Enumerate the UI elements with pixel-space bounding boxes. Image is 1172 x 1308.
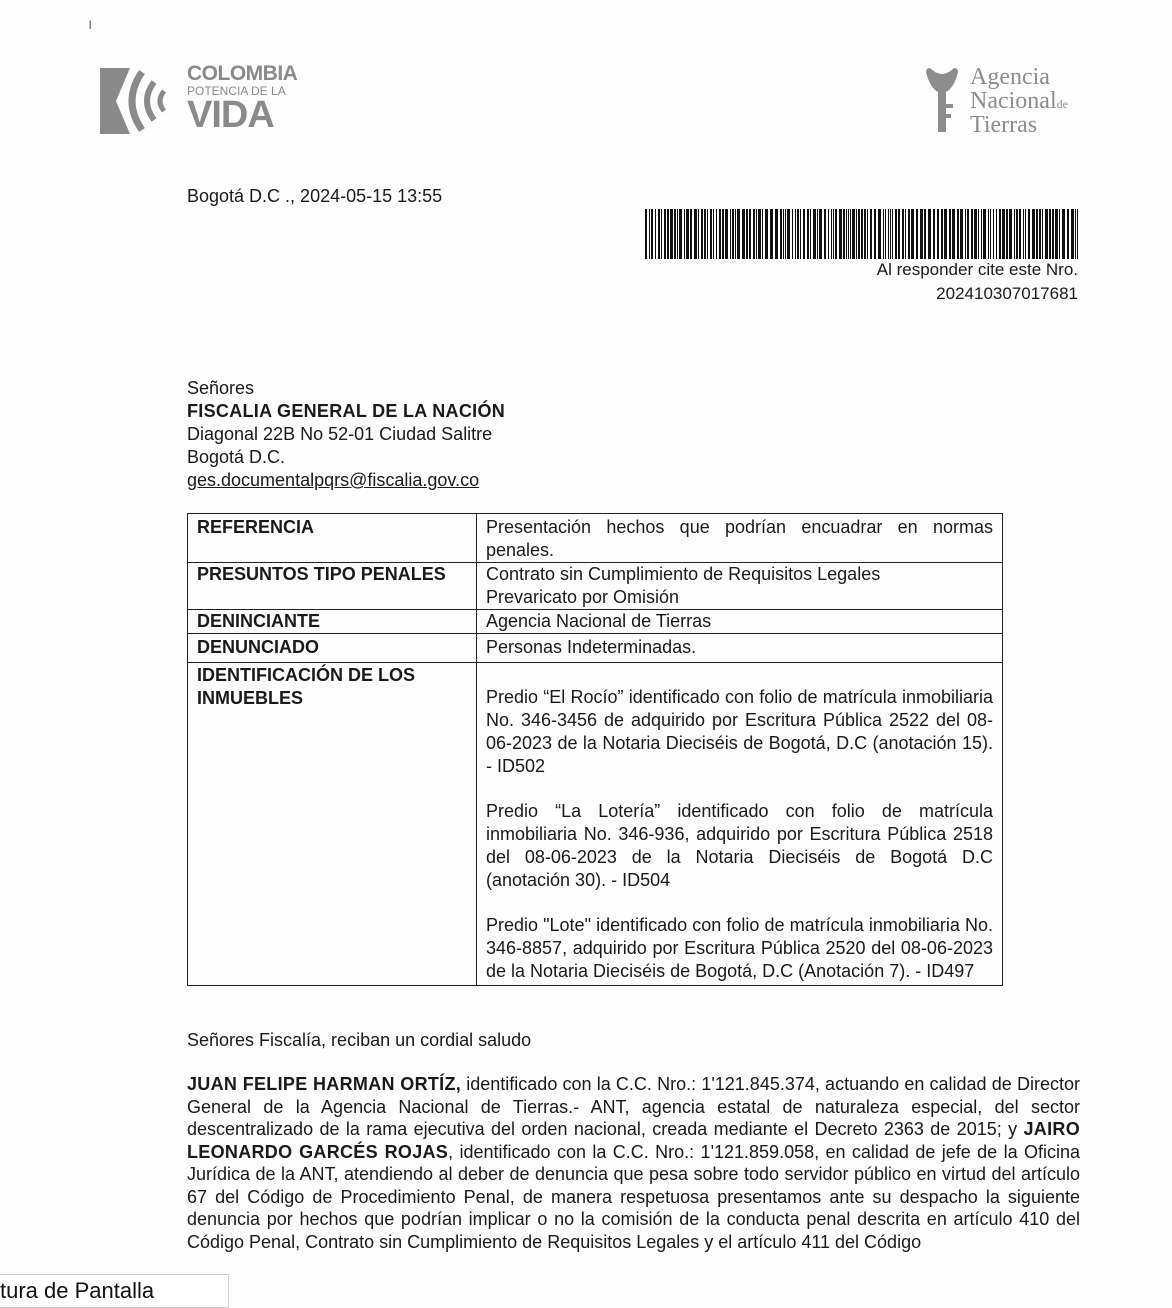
- row-key: DENINCIANTE: [188, 610, 477, 634]
- barcode-bar: [924, 209, 926, 259]
- row-key: IDENTIFICACIÓN DE LOS INMUEBLES: [188, 663, 477, 986]
- barcode-bar: [770, 209, 773, 259]
- barcode-bar: [746, 209, 748, 259]
- table-row: [188, 663, 1003, 986]
- property-paragraph: Predio "Lote" identificado con folio de matrícula inmobiliaria No. 346-8857, adquirido por Escritura Pública 2520 del 08-06-2023 de la Notaria Dieciséis de Bogotá, D.C (Anotación 7). - ID497: [486, 915, 993, 981]
- barcode-bar: [722, 209, 724, 259]
- barcode-bar: [701, 209, 703, 259]
- barcode-bar: [780, 209, 782, 259]
- barcode-bar: [974, 209, 977, 259]
- barcode-bar: [667, 209, 669, 259]
- property-paragraph: Predio “La Lotería” identificado con folio de matrícula inmobiliaria No. 346-936, adquirido por Escritura Pública 2518 del 08-06-2023 de la Notaria Dieciséis de Bogotá D.C (anotación 30). - ID504: [486, 801, 993, 890]
- logo-de-word: de: [1056, 97, 1068, 111]
- barcode-bar: [797, 209, 799, 259]
- barcode-bar: [846, 209, 847, 259]
- barcode-bar: [670, 209, 673, 259]
- barcode-bar: [792, 209, 793, 259]
- barcode-bar: [742, 209, 745, 259]
- signer-name-1: JUAN FELIPE HARMAN ORTÍZ,: [187, 1074, 462, 1094]
- barcode-bar: [819, 209, 822, 259]
- addressee-city: Bogotá D.C.: [187, 447, 286, 467]
- barcode-bar: [1028, 209, 1030, 259]
- barcode-bar: [1067, 209, 1069, 259]
- addressee-email[interactable]: ges.documentalpqrs@fiscalia.gov.co: [187, 470, 480, 490]
- barcode-bar: [704, 209, 706, 259]
- row-value: Presentación hechos que podrían encuadrar en normas penales.: [477, 514, 1003, 563]
- barcode-bar: [928, 209, 931, 259]
- signer-name-2: JAIRO LEONARDO GARCÉS ROJAS: [187, 1119, 1080, 1162]
- barcode-bar: [983, 209, 986, 259]
- barcode-bar: [1009, 209, 1012, 259]
- barcode-bar: [737, 209, 740, 259]
- barcode-bar: [758, 209, 761, 259]
- reference-number: 20241030701768​1: [936, 284, 1078, 303]
- table-row: [188, 563, 1003, 610]
- greeting: Señores Fiscalía, reciban un cordial saludo: [187, 1030, 532, 1050]
- barcode-bar: [843, 209, 845, 259]
- barcode-bar: [725, 209, 728, 259]
- barcode-bar: [1019, 209, 1021, 259]
- barcode-bar: [690, 209, 692, 259]
- barcode-bar: [831, 209, 832, 259]
- barcode-bar: [993, 209, 994, 259]
- addressee-street: Diagonal 22B No 52-01 Ciudad Salitre: [187, 424, 493, 444]
- barcode-bar: [988, 209, 989, 259]
- barcode-bar: [698, 209, 699, 259]
- barcode-bar: [1049, 209, 1051, 259]
- barcode-bar: [1052, 209, 1054, 259]
- barcode: [645, 209, 1078, 259]
- colombia-potencia-logo: [94, 62, 309, 142]
- barcode-bar: [996, 209, 997, 259]
- barcode-bar: [732, 209, 734, 259]
- barcode-bar: [888, 209, 889, 259]
- screenshot-caption: tura de Pantalla: [0, 1274, 229, 1308]
- barcode-bar: [960, 209, 963, 259]
- barcode-bar: [885, 209, 886, 259]
- barcode-bar: [658, 209, 660, 259]
- barcode-bar: [902, 209, 904, 259]
- barcode-bar: [874, 209, 876, 259]
- addressee-salutation: Señores: [187, 378, 255, 398]
- barcode-bar: [1062, 209, 1065, 259]
- barcode-bar: [664, 209, 666, 259]
- barcode-bar: [905, 209, 906, 259]
- barcode-bar: [861, 209, 863, 259]
- row-key: REFERENCIA: [188, 514, 477, 563]
- body-text-2: , identificado con la C.C. Nro.: 1'121.859.058, en calidad de jefe de la Oficina Jurídica de la ANT, atendiendo al deber de denuncia que pesa sobre todo servidor público en virtud del artículo 67 del Código de Procedimiento Penal, de manera respetuosa presentamos ante su despacho la siguiente denuncia por hechos que podrían implicar o no la comisión de la conducta penal descrita en artículo 410 del Código Penal, Contrato sin Cumplimiento de Requisitos Legales y el artículo 411 del Código: [187, 1141, 1080, 1252]
- row-value: [477, 663, 1003, 986]
- barcode-bar: [911, 209, 914, 259]
- barcode-bar: [892, 209, 893, 259]
- barcode-bar: [971, 209, 973, 259]
- barcode-bar: [1025, 209, 1026, 259]
- logo-agencia-text: Agencia: [970, 64, 1050, 90]
- barcode-bar: [651, 209, 653, 259]
- document-date: Bogotá D.C ., 2024-05-15 13:55: [187, 186, 443, 206]
- reference-label: Al responder cite este Nro.: [876, 260, 1078, 279]
- barcode-bar: [920, 209, 923, 259]
- barcode-bar: [756, 209, 757, 259]
- barcode-bar: [795, 209, 796, 259]
- barcode-bar: [949, 209, 951, 259]
- barcode-bar: [710, 209, 712, 259]
- body-text-1: identificado con la C.C. Nro.: 1'121.845.374, actuando en calidad de Director General de la Agencia Nacional de Tierras.- ANT, agencia estatal de naturaleza especial, del sector descentralizado de la rama ejecutiva del orden nacional, creada mediante el Decreto 2363 de 2015; y: [187, 1074, 1080, 1139]
- barcode-bar: [828, 209, 829, 259]
- row-value: Agencia Nacional de Tierras: [477, 610, 1003, 634]
- barcode-bar: [978, 209, 979, 259]
- barcode-bar: [944, 209, 947, 259]
- barcode-bar: [1075, 209, 1076, 259]
- barcode-bar: [783, 209, 784, 259]
- barcode-bar: [649, 209, 650, 259]
- barcode-bar: [1071, 209, 1074, 259]
- agencia-nacional-tierras-logo: [922, 64, 1102, 144]
- barcode-bar: [803, 209, 805, 259]
- barcode-bar: [916, 209, 918, 259]
- barcode-bar: [1016, 209, 1018, 259]
- barcode-bar: [835, 209, 837, 259]
- barcode-bar: [730, 209, 731, 259]
- logo-nacional-text: [970, 88, 1068, 115]
- barcode-bar: [941, 209, 943, 259]
- barcode-bar: [870, 209, 872, 259]
- barcode-bar: [858, 209, 860, 259]
- barcode-bar: [1077, 209, 1078, 259]
- barcode-bar: [933, 209, 935, 259]
- barcode-bar: [937, 209, 939, 259]
- barcode-bar: [1036, 209, 1038, 259]
- addressee-block: [187, 377, 505, 492]
- barcode-bar: [1042, 209, 1043, 259]
- barcode-bar: [800, 209, 801, 259]
- barcode-bar: [694, 209, 697, 259]
- barcode-bar: [898, 209, 900, 259]
- logo-tierras-text: Tierras: [970, 112, 1038, 138]
- barcode-bar: [957, 209, 959, 259]
- barcode-bar: [713, 209, 714, 259]
- barcode-bar: [661, 209, 662, 259]
- barcode-bar: [890, 209, 891, 259]
- table-row: [188, 610, 1003, 634]
- barcode-bar: [807, 209, 809, 259]
- barcode-bar: [645, 209, 647, 259]
- barcode-bar: [999, 209, 1001, 259]
- body-paragraph: [187, 1073, 1080, 1253]
- barcode-bar: [787, 209, 790, 259]
- barcode-bar: [867, 209, 868, 259]
- addressee-organization: FISCALIA GENERAL DE LA NACIÓN: [187, 401, 506, 421]
- barcode-bar: [677, 209, 678, 259]
- barcode-bar: [716, 209, 717, 259]
- barcode-bar: [839, 209, 842, 259]
- barcode-bar: [833, 209, 834, 259]
- barcode-bar: [1055, 209, 1058, 259]
- barcode-bar: [753, 209, 755, 259]
- barcode-bar: [848, 209, 849, 259]
- barcode-bar: [952, 209, 955, 259]
- barcode-bar: [1032, 209, 1035, 259]
- logo-colombia-text: COLOMBIA: [187, 62, 298, 85]
- barcode-bar: [679, 209, 682, 259]
- barcode-bar: [824, 209, 826, 259]
- barcode-bar: [1002, 209, 1005, 259]
- row-value-line: Prevaricato por Omisión: [486, 587, 680, 607]
- barcode-bar: [686, 209, 689, 259]
- logo-vida-text: VIDA: [187, 94, 274, 136]
- barcode-bar: [1014, 209, 1015, 259]
- barcode-bar: [878, 209, 881, 259]
- barcode-bar: [1059, 209, 1060, 259]
- row-value: [477, 563, 1003, 610]
- table-row: [188, 634, 1003, 663]
- row-value: Personas Indeterminadas.: [477, 634, 1003, 663]
- barcode-bar: [785, 209, 786, 259]
- barcode-bar: [1023, 209, 1024, 259]
- barcode-bar: [852, 209, 855, 259]
- signal-waves-icon: [94, 62, 174, 140]
- barcode-bar: [719, 209, 721, 259]
- barcode-bar: [1045, 209, 1048, 259]
- reference-table: [187, 513, 1003, 986]
- barcode-bar: [707, 209, 708, 259]
- barcode-bar: [1006, 209, 1008, 259]
- barcode-bar: [883, 209, 884, 259]
- barcode-bar: [965, 209, 966, 259]
- barcode-bar: [765, 209, 768, 259]
- barcode-bar: [967, 209, 969, 259]
- barcode-bar: [908, 209, 910, 259]
- logo-potencia-text: POTENCIA DE LA: [187, 84, 286, 98]
- logo-nacional-word: Nacional: [970, 88, 1057, 114]
- stray-mark: ı: [88, 16, 93, 33]
- barcode-bar: [813, 209, 816, 259]
- barcode-bar: [775, 209, 778, 259]
- barcode-bar: [655, 209, 656, 259]
- barcode-bar: [895, 209, 897, 259]
- barcode-bar: [981, 209, 982, 259]
- property-paragraph: Predio “El Rocío” identificado con folio de matrícula inmobiliaria No. 346-3456 de adquirido por Escritura Pública 2522 del 08-06-2023 de la Notaria Dieciséis de Bogotá, D.C (anotación 15). - ID502: [486, 687, 993, 776]
- row-key: PRESUNTOS TIPO PENALES: [188, 563, 477, 610]
- row-value-line: Contrato sin Cumplimiento de Requisitos Legales: [486, 564, 881, 584]
- key-icon: [922, 66, 962, 138]
- barcode-bar: [749, 209, 751, 259]
- table-row: [188, 514, 1003, 563]
- barcode-bar: [684, 209, 685, 259]
- barcode-bar: [864, 209, 866, 259]
- barcode-bar: [1039, 209, 1041, 259]
- barcode-bar: [674, 209, 676, 259]
- row-key: DENUNCIADO: [188, 634, 477, 663]
- barcode-bar: [762, 209, 763, 259]
- barcode-bar: [850, 209, 851, 259]
- barcode-bar: [735, 209, 736, 259]
- barcode-bar: [856, 209, 857, 259]
- barcode-bar: [810, 209, 811, 259]
- barcode-bar: [817, 209, 818, 259]
- barcode-bar: [990, 209, 991, 259]
